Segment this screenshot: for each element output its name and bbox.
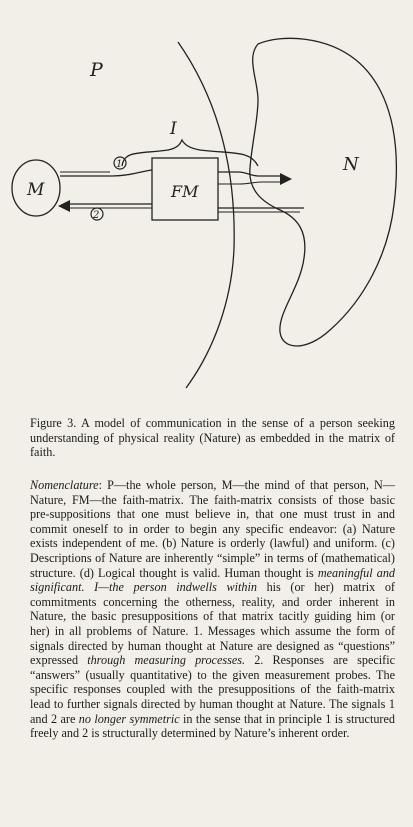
indwelling-brace xyxy=(122,140,258,166)
nomenclature-heading: Nomenclature xyxy=(30,478,99,492)
label-indwelling: I xyxy=(170,119,177,139)
person-boundary-arc xyxy=(178,42,234,388)
signal-2-arrowhead xyxy=(58,200,70,212)
nomenclature-paragraph xyxy=(30,478,395,741)
label-signal-1: 1 xyxy=(116,159,123,170)
nature-blob xyxy=(250,38,397,346)
nomenclature-part: meaningful and significant. I—the person indwells within xyxy=(30,565,396,595)
nomenclature-part: through measuring processes. xyxy=(87,653,246,668)
signal-1-arrowhead xyxy=(280,173,292,185)
nomenclature-part: 2. Responses are specific “answers” (usually quantitative) to the given measurement probes. The specific responses coupled with the presuppositions of the faith-matrix lead to further signals directed by human thought at Nature. The signals 1 and 2 are xyxy=(30,653,396,726)
label-mind: M xyxy=(27,180,45,200)
nomenclature-part: in the sense that in principle 1 is structured freely and 2 is structurally determined by Nature’s inherent order. xyxy=(30,711,395,741)
label-nature: N xyxy=(343,154,359,175)
figure-caption: Figure 3. A model of communication in the sense of a person seeking understanding of physical reality (Nature) as embedded in the matrix of faith. xyxy=(30,416,395,460)
label-faith-matrix: FM xyxy=(171,182,199,201)
signal-1-path xyxy=(60,170,152,176)
nomenclature-part: his (or her) matrix of commitments concerning the otherness, reality, and order inherent in Nature, the basic presuppositions of that matrix tacitly guiding him (or her) in all problems of Nature. 1. Messages which assume the form of signals directed by human thought at Nature are designed as “questions” expressed xyxy=(30,580,395,668)
label-person: P xyxy=(90,59,103,81)
nomenclature-part: : P—the whole person, M—the mind of that person, N—Nature, FM—the faith-matrix. The faith-matrix consists of those basic pre-suppositions that one must believe in, that one must trust in and commit oneself to in order to begin any specific endeavor: (a) Nature exists independent of me. (b) Nature is orderly (lawful) and uniform. (c) Descriptions of Nature are inherently “simple” in terms of (mathematical) structure. (d) Logical thought is valid. Human thought is xyxy=(30,478,395,580)
signal-1-outgoing-lower xyxy=(218,182,282,184)
label-signal-2: 2 xyxy=(93,210,100,221)
communication-model-diagram xyxy=(0,0,413,400)
nomenclature-part: no longer symmetric xyxy=(78,711,180,726)
